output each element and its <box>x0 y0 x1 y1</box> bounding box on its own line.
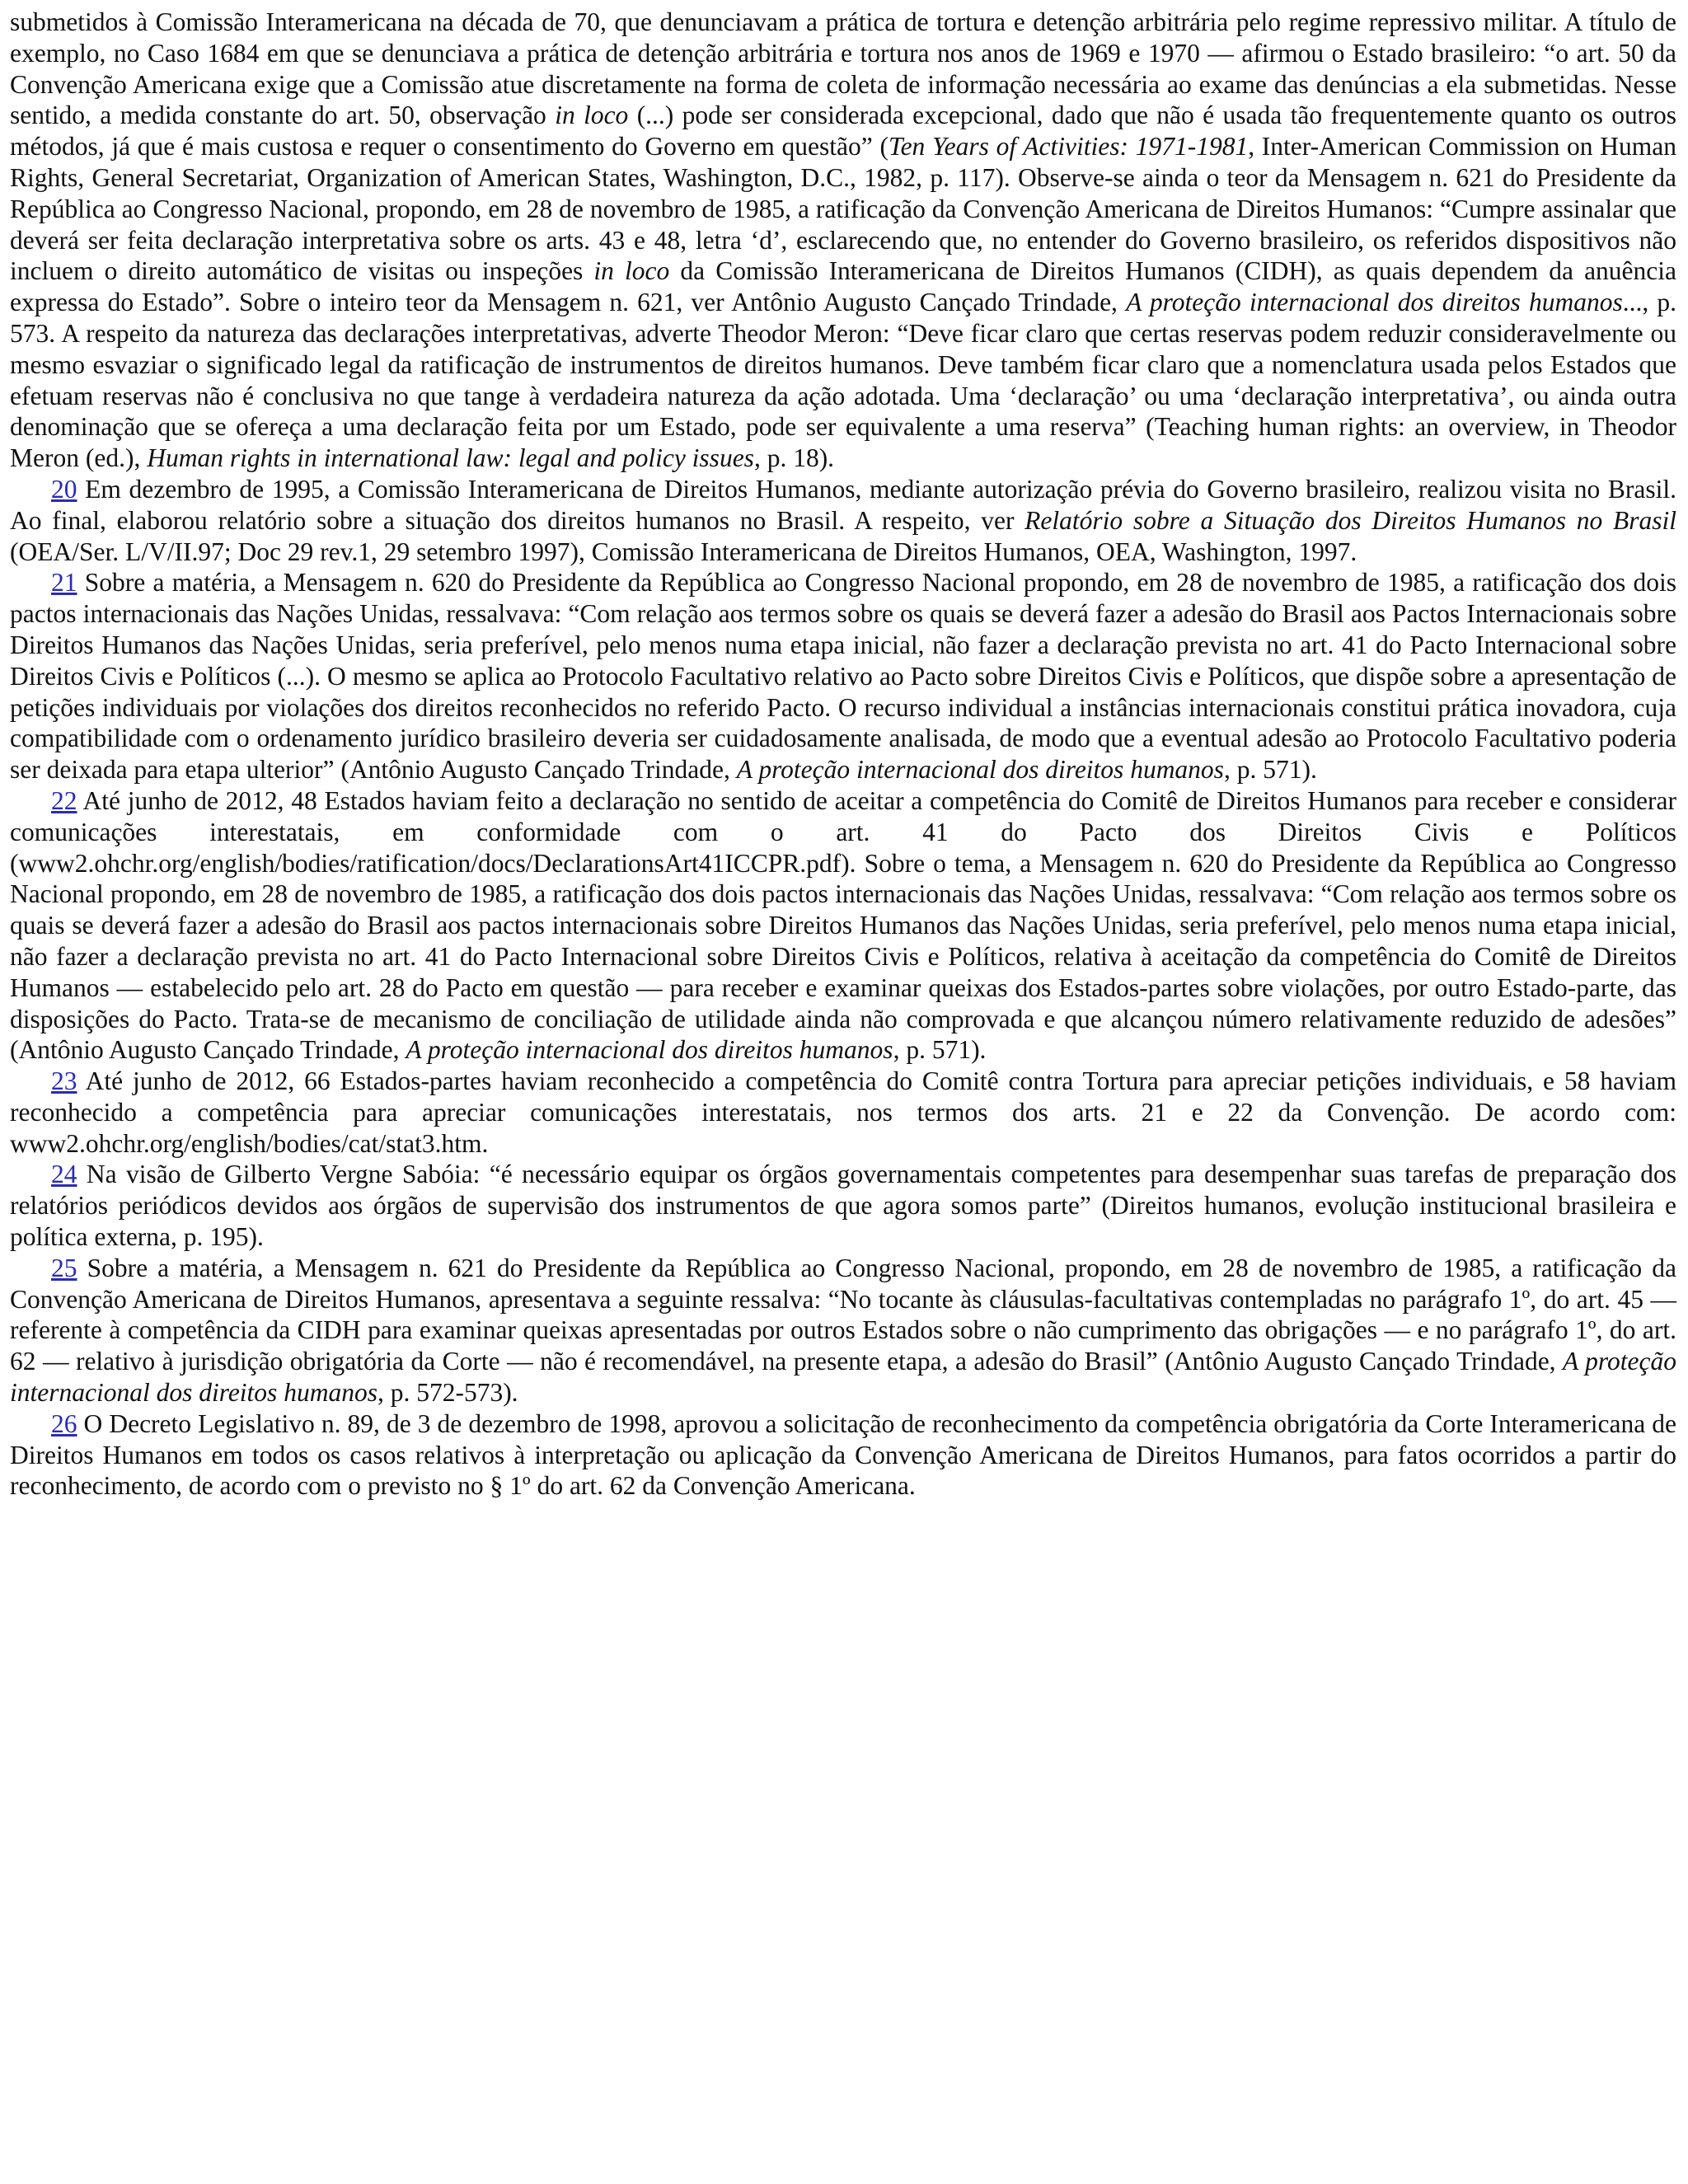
text-run: , p. 18). <box>753 443 835 473</box>
footnote-21-back-link[interactable]: 21 <box>51 568 77 598</box>
footnote-23 <box>10 1066 1676 1159</box>
text-run: (...) pode ser considerada excepcional, dado que não é usada tão frequentemente quanto os outros métodos, já que é mais custosa e requer o consentimento do Governo em questão” ( <box>10 101 1676 162</box>
text-run: ..., p. 573. A respeito da natureza das declarações interpretativas, adverte Theodor Meron: “Deve ficar claro que certas reservas podem reduzir consideravelmente ou mesmo esvaziar o significado legal da ratificação de instrumentos de direitos humanos. Deve também ficar claro que a nomenclatura usada pelos Estados que efetuam reservas não é conclusiva no que tange à verdadeira natureza da ação adotada. Uma ‘declaração’ ou uma ‘declaração interpretativa’, ou ainda outra denominação que se ofereça a uma declaração feita por um Estado, pode ser equivalente a uma reserva” (Teaching human rights: an overview, in Theodor Meron (ed.), <box>10 288 1676 473</box>
text-run: (OEA/Ser. L/V/II.97; Doc 29 rev.1, 29 setembro 1997), Comissão Interamericana de Direitos Humanos, OEA, Washington, 1997. <box>10 537 1357 566</box>
footnote-20-back-link[interactable]: 20 <box>51 474 77 504</box>
text-run: Até junho de 2012, 66 Estados-partes haviam reconhecido a competência do Comitê contra Tortura para apreciar petições individuais, e 58 haviam reconhecido a competência para apreciar comunicações interestatais, nos termos dos arts. 21 e 22 da Convenção. De acordo com: www2.ohchr.org/english/bodies/cat/stat3.htm. <box>10 1066 1676 1158</box>
footnote-20 <box>10 474 1676 567</box>
footnote-26 <box>10 1408 1676 1502</box>
footnote-24-back-link[interactable]: 24 <box>51 1160 77 1189</box>
footnote-25 <box>10 1253 1676 1408</box>
footnote-22 <box>10 785 1676 1066</box>
italic-citation: Relatório sobre a Situação dos Direitos Humanos no Brasil <box>1025 505 1676 535</box>
text-run: Sobre a matéria, a Mensagem n. 621 do Presidente da República ao Congresso Nacional, propondo, em 28 de novembro de 1985, a ratificação da Convenção Americana de Direitos Humanos, apresentava a seguinte ressalva: “No tocante às cláusulas-facultativas contempladas no parágrafo 1º, do art. 45 — referente à competência da CIDH para examinar queixas apresentadas por outros Estados sobre o não cumprimento das obrigações — e no parágrafo 1º, do art. 62 — relativo à jurisdição obrigatória da Corte — não é recomendável, na presente etapa, a adesão do Brasil” (Antônio Augusto Cançado Trindade, <box>10 1253 1676 1376</box>
italic-citation: Human rights in international law: legal and policy issues <box>147 443 754 473</box>
text-run: Sobre a matéria, a Mensagem n. 620 do Presidente da República ao Congresso Nacional propondo, em 28 de novembro de 1985, a ratificação dos dois pactos internacionais das Nações Unidas, ressalvava: “Com relação aos termos sobre os quais se deverá fazer a adesão do Brasil aos Pactos Internacionais sobre Direitos Humanos das Nações Unidas, seria preferível, pelo menos numa etapa inicial, não fazer a declaração prevista no art. 41 do Pacto Internacional sobre Direitos Civis e Políticos (...). O mesmo se aplica ao Protocolo Facultativo relativo ao Pacto sobre Direitos Civis e Políticos, que dispõe sobre a apresentação de petições individuais por violações dos direitos reconhecidos no referido Pacto. O recurso individual a instâncias internacionais constitui prática inovadora, cuja compatibilidade com o ordenamento jurídico brasileiro deveria ser cuidadosamente analisada, de modo que a eventual adesão ao Protocolo Facultativo poderia ser deixada para etapa ulterior” (Antônio Augusto Cançado Trindade, <box>10 568 1676 785</box>
footnote-21 <box>10 567 1676 785</box>
italic-citation: in loco <box>593 256 670 286</box>
text-run: , p. 572-573). <box>377 1378 518 1408</box>
text-run: da Comissão Interamericana de Direitos Humanos (CIDH), as quais dependem da anuência expressa do Estado”. Sobre o inteiro teor da Mensagem n. 621, ver Antônio Augusto Cançado Trindade, <box>10 256 1676 317</box>
italic-citation: in loco <box>555 101 629 130</box>
footnote-22-back-link[interactable]: 22 <box>51 785 77 815</box>
text-run: Até junho de 2012, 48 Estados haviam feito a declaração no sentido de aceitar a competência do Comitê de Direitos Humanos para receber e considerar comunicações interestatais, em conformidade com o art. 41 do Pacto dos Direitos Civis e Políticos (www2.ohchr.org/english/bodies/ratification/docs/DeclarationsArt41ICCPR.pdf). Sobre o tema, a Mensagem n. 620 do Presidente da República ao Congresso Nacional propondo, em 28 de novembro de 1985, a ratificação dos dois pactos internacionais das Nações Unidas, ressalvava: “Com relação aos termos sobre os quais se deverá fazer a adesão do Brasil aos pactos internacionais sobre Direitos Humanos das Nações Unidas, seria preferível, pelo menos numa etapa inicial, não fazer a declaração prevista no art. 41 do Pacto Internacional sobre Direitos Civis e Políticos, relativa à aceitação da competência do Comitê de Direitos Humanos — estabelecido pelo art. 28 do Pacto em questão — para receber e examinar queixas dos Estados-partes sobre violações, por outro Estado-parte, das disposições do Pacto. Trata-se de mecanismo de conciliação de utilidade ainda não comprovada e que alcançou número relativamente reduzido de adesões” (Antônio Augusto Cançado Trindade, <box>10 785 1676 1065</box>
italic-citation: A proteção internacional dos direitos humanos <box>406 1035 893 1065</box>
text-run: submetidos à Comissão Interamericana na década de 70, que denunciavam a prática de tortura e detenção arbitrária pelo regime repressivo militar. A título de exemplo, no Caso 1684 em que se denunciava a prática de detenção arbitrária e tortura nos anos de 1969 e 1970 — afirmou o Estado brasileiro: “o art. 50 da Convenção Americana exige que a Comissão atue discretamente na forma de coleta de informação necessária ao exame das denúncias a ela submetidas. Nesse sentido, a medida constante do art. 50, observação <box>10 7 1676 130</box>
italic-citation: A proteção internacional dos direitos humanos <box>1126 288 1623 317</box>
footnote-25-back-link[interactable]: 25 <box>51 1253 77 1282</box>
text-run: O Decreto Legislativo n. 89, de 3 de dezembro de 1998, aprovou a solicitação de reconhecimento da competência obrigatória da Corte Interamericana de Direitos Humanos em todos os casos relativos à interpretação ou aplicação da Convenção Americana de Direitos Humanos, para fatos ocorridos a partir do reconhecimento, de acordo com o previsto no § 1º do art. 62 da Convenção Americana. <box>10 1408 1676 1501</box>
footnotes-page <box>10 7 1676 1502</box>
footnote-24 <box>10 1159 1676 1252</box>
text-run: , p. 571). <box>1223 755 1317 785</box>
footnote-continuation <box>10 7 1676 474</box>
italic-citation: A proteção internacional dos direitos humanos <box>10 1347 1676 1408</box>
text-run: , Inter-American Commission on Human Rights, General Secretariat, Organization of American States, Washington, D.C., 1982, p. 117). Observe-se ainda o teor da Mensagem n. 621 do Presidente da República ao Congresso Nacional, propondo, em 28 de novembro de 1985, a ratificação da Convenção Americana de Direitos Humanos: “Cumpre assinalar que deverá ser feita declaração interpretativa sobre os arts. 43 e 48, letra ‘d’, esclarecendo que, no entender do Governo brasileiro, os referidos dispositivos não incluem o direito automático de visitas ou inspeções <box>10 132 1676 286</box>
footnote-26-back-link[interactable]: 26 <box>51 1408 77 1438</box>
footnote-23-back-link[interactable]: 23 <box>51 1066 77 1096</box>
italic-citation: Ten Years of Activities: 1971-1981 <box>888 132 1249 162</box>
text-run: , p. 571). <box>893 1035 987 1065</box>
text-run: Em dezembro de 1995, a Comissão Interamericana de Direitos Humanos, mediante autorização prévia do Governo brasileiro, realizou visita no Brasil. Ao final, elaborou relatório sobre a situação dos direitos humanos no Brasil. A respeito, ver <box>10 474 1676 535</box>
italic-citation: A proteção internacional dos direitos humanos <box>736 755 1224 785</box>
text-run: Na visão de Gilberto Vergne Sabóia: “é necessário equipar os órgãos governamentais competentes para desempenhar suas tarefas de preparação dos relatórios periódicos devidos aos órgãos de supervisão dos instrumentos de que agora somos parte” (Direitos humanos, evolução institucional brasileira e política externa, p. 195). <box>10 1160 1676 1252</box>
